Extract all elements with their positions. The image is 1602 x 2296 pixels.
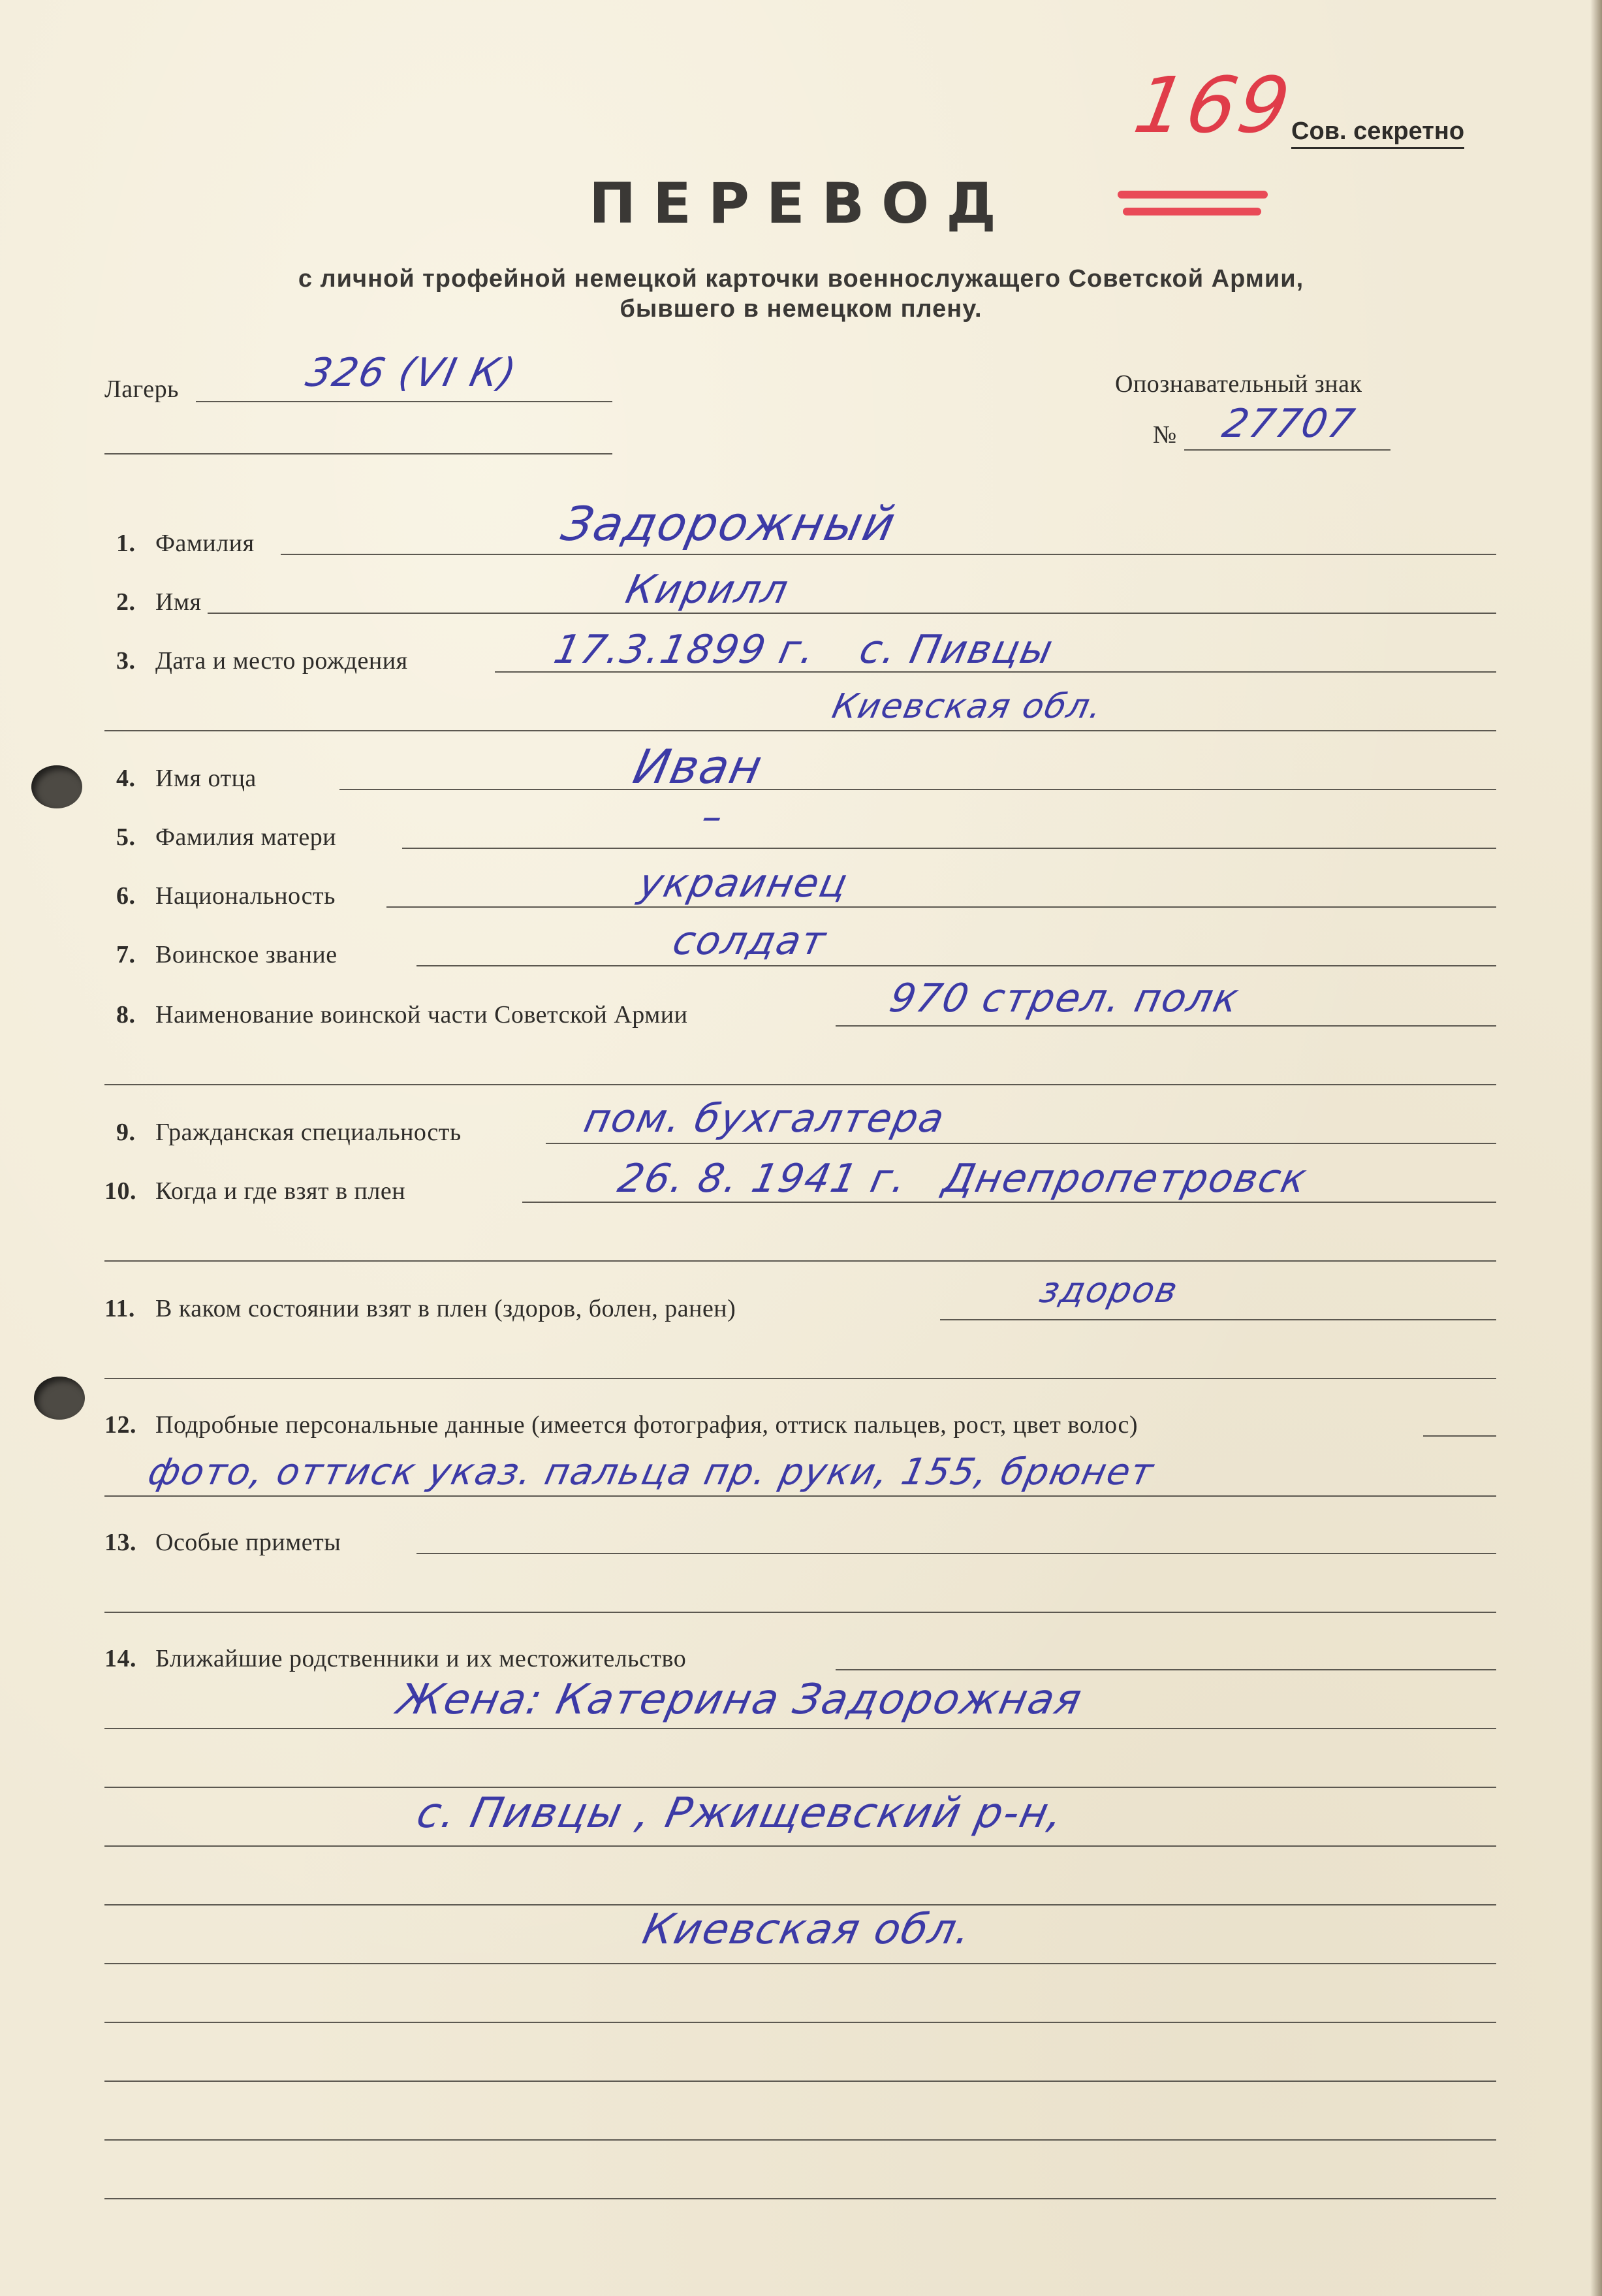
field-12-value: фото, оттиск указ. пальца пр. руки, 155, брюнет (144, 1451, 1159, 1493)
field-10-line-2 (104, 1260, 1496, 1262)
field-11-line-2 (104, 1378, 1496, 1379)
field-14-line (836, 1669, 1496, 1670)
page-edge-shadow (1590, 0, 1602, 2296)
field-8-line (836, 1025, 1496, 1027)
document-subtitle-line2: бывшего в немецком плену. (620, 295, 982, 323)
field-4-label: Имя отца (155, 765, 257, 792)
field-11-number: 11. (104, 1295, 135, 1322)
field-9-value: пом. бухгалтера (580, 1096, 950, 1141)
field-14-value-address: с. Пивцы , Ржищевский р-н, (413, 1789, 1069, 1838)
field-10-value-date: 26. 8. 1941 г. (614, 1156, 912, 1202)
field-8-value: 970 стрел. полк (885, 976, 1244, 1021)
field-7-number: 7. (116, 941, 136, 968)
field-2-number: 2. (116, 588, 136, 616)
field-11-label: В каком состоянии взят в плен (здоров, болен, ранен) (155, 1295, 736, 1322)
field-12-label: Подробные персональные данные (имеется фотография, оттиск пальцев, рост, цвет волос) (155, 1411, 1138, 1439)
classification-label: Сов. секретно (1291, 118, 1464, 149)
camp-line (196, 401, 612, 402)
field-8-line-2 (104, 1084, 1496, 1085)
punch-hole-top (31, 765, 82, 808)
field-4-value: Иван (629, 739, 768, 794)
field-14-label: Ближайшие родственники и их местожительство (155, 1645, 687, 1672)
field-7-value: солдат (668, 918, 831, 964)
field-1-number: 1. (116, 530, 136, 557)
field-1-line (281, 554, 1496, 555)
archive-number-stamp: 169 (1127, 60, 1299, 150)
field-14-line-6 (104, 1963, 1496, 1964)
id-tag-value: 27707 (1218, 401, 1360, 447)
field-13-number: 13. (104, 1529, 136, 1556)
field-4-line (339, 789, 1496, 790)
field-7-label: Воинское звание (155, 941, 338, 968)
field-8-number: 8. (116, 1001, 136, 1028)
field-5-label: Фамилия матери (155, 823, 337, 851)
field-10-value-place: Днепропетровск (939, 1156, 1311, 1202)
field-3-line-2 (104, 730, 1496, 731)
field-10-line (522, 1202, 1496, 1203)
field-9-line (546, 1143, 1496, 1144)
field-14-value-region: Киевская обл. (638, 1905, 977, 1954)
id-tag-number-label: № (1153, 421, 1177, 449)
field-14-line-10 (104, 2198, 1496, 2199)
field-1-value: Задорожный (557, 496, 902, 551)
field-14-line-8 (104, 2081, 1496, 2082)
field-2-label: Имя (155, 588, 202, 616)
field-6-line (386, 906, 1496, 908)
document-title: ПЕРЕВОД (589, 171, 1013, 236)
field-9-number: 9. (116, 1119, 136, 1146)
field-5-value: – (697, 794, 729, 840)
field-3-number: 3. (116, 647, 136, 675)
field-13-line-2 (104, 1612, 1496, 1613)
field-7-line (416, 965, 1496, 966)
field-14-line-4 (104, 1845, 1496, 1847)
field-3-value-region: Киевская обл. (828, 687, 1107, 726)
field-11-line (940, 1319, 1496, 1320)
field-1-label: Фамилия (155, 530, 255, 557)
field-6-value: украинец (635, 861, 853, 906)
id-tag-label: Опознавательный знак (1115, 370, 1362, 398)
field-6-label: Национальность (155, 882, 336, 910)
field-2-line (208, 613, 1496, 614)
field-3-value-village: с. Пивцы (855, 627, 1058, 673)
field-12-line-2 (104, 1495, 1496, 1497)
field-10-label: Когда и где взят в плен (155, 1177, 406, 1205)
field-2-value: Кирилл (621, 567, 793, 613)
field-12-number: 12. (104, 1411, 136, 1439)
field-5-number: 5. (116, 823, 136, 851)
id-tag-line (1184, 449, 1390, 451)
field-4-number: 4. (116, 765, 136, 792)
field-13-line (416, 1553, 1496, 1554)
camp-label: Лагерь (104, 375, 179, 403)
field-3-label: Дата и место рождения (155, 647, 408, 675)
field-13-label: Особые приметы (155, 1529, 341, 1556)
field-14-line-7 (104, 2022, 1496, 2023)
field-3-value-date: 17.3.1899 г. (550, 627, 821, 673)
field-14-number: 14. (104, 1645, 136, 1672)
field-6-number: 6. (116, 882, 136, 910)
punch-hole-bottom (34, 1377, 85, 1420)
camp-value: 326 (VI К) (302, 350, 522, 396)
field-14-line-3 (104, 1787, 1496, 1788)
field-14-value-spouse: Жена: Катерина Задорожная (393, 1676, 1087, 1724)
field-14-line-2 (104, 1728, 1496, 1729)
field-8-label: Наименование воинской части Советской Армии (155, 1001, 688, 1028)
field-11-value: здоров (1036, 1269, 1182, 1311)
field-9-label: Гражданская специальность (155, 1119, 462, 1146)
field-12-line (1423, 1435, 1496, 1437)
field-10-number: 10. (104, 1177, 136, 1205)
camp-line-2 (104, 453, 612, 454)
document-subtitle-line1: с личной трофейной немецкой карточки военнослужащего Советской Армии, (298, 265, 1304, 293)
field-14-line-9 (104, 2139, 1496, 2141)
field-5-line (402, 848, 1496, 849)
